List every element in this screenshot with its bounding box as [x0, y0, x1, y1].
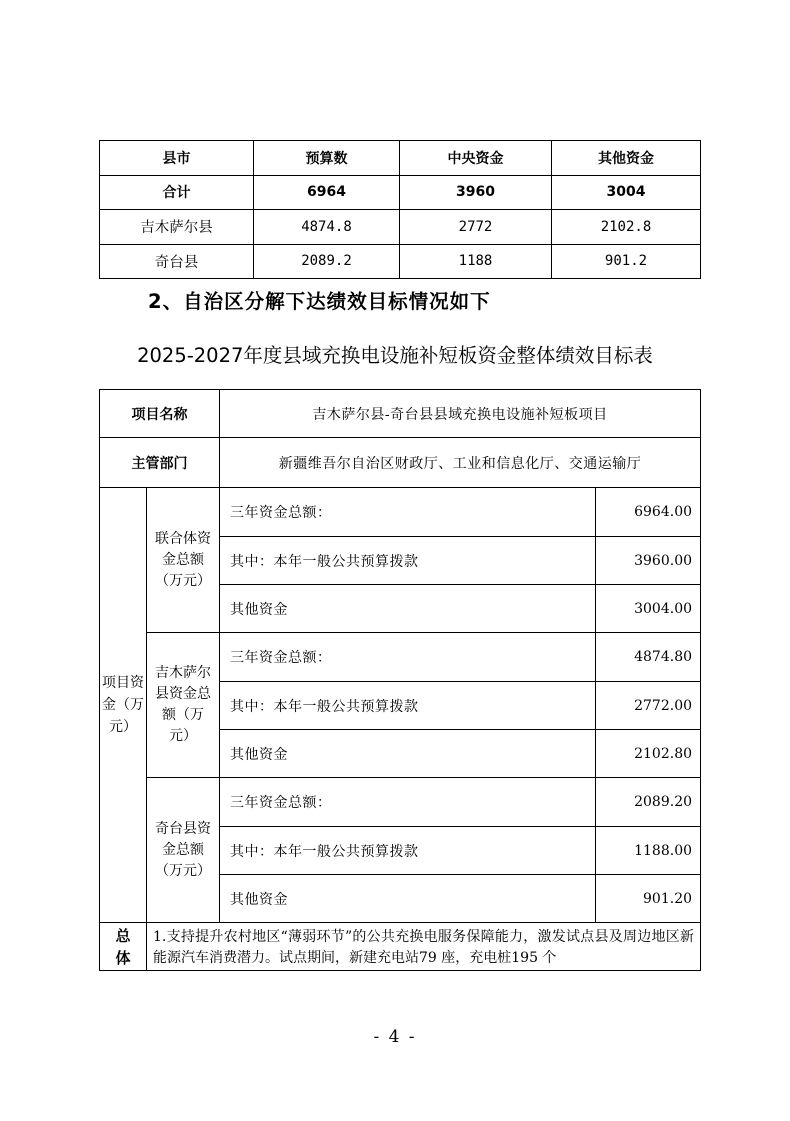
funds-row-label: 其中：本年一般公共预算拨款: [220, 827, 596, 875]
overall-target-row: [100, 923, 701, 971]
table-row: [100, 210, 701, 245]
funds-row-amount: 2772.00: [596, 682, 701, 730]
department-row: [100, 438, 701, 488]
group-label: 吉木萨尔县资金总额（万元）: [147, 633, 220, 778]
table-row: [100, 244, 701, 279]
funds-row-label: 其他资金: [220, 585, 596, 633]
project-funds-label: 项目资金（万元）: [100, 488, 147, 923]
funds-row-amount: 1188.00: [596, 827, 701, 875]
funds-row-amount: 6964.00: [596, 488, 701, 537]
central-value: 2772: [400, 210, 552, 245]
project-name-row: [100, 390, 701, 438]
budget-value: 2089.2: [254, 244, 400, 279]
funds-row-label: 其他资金: [220, 730, 596, 778]
department-value: 新疆维吾尔自治区财政厅、工业和信息化厅、交通运输厅: [220, 438, 701, 488]
section-heading: 2、自治区分解下达绩效目标情况如下: [148, 290, 491, 313]
funds-row-label: 三年资金总额：: [220, 633, 596, 682]
county-table-header: [100, 141, 701, 176]
total-label: 合计: [100, 175, 254, 210]
funds-row-label: 其中：本年一般公共预算拨款: [220, 537, 596, 585]
county-name: 吉木萨尔县: [100, 210, 254, 245]
other-value: 901.2: [552, 244, 701, 279]
funds-row-amount: 2102.80: [596, 730, 701, 778]
header-county: 县市: [100, 141, 254, 176]
funds-row-amount: 3960.00: [596, 537, 701, 585]
funds-row: [100, 488, 701, 537]
county-budget-table: [99, 140, 701, 279]
funds-row-amount: 2089.20: [596, 778, 701, 827]
group-label: 奇台县资金总额（万元）: [147, 778, 220, 923]
performance-target-table: [99, 389, 701, 971]
funds-row-label: 其中：本年一般公共预算拨款: [220, 682, 596, 730]
total-other: 3004: [552, 175, 701, 210]
header-central-funds: 中央资金: [400, 141, 552, 176]
budget-value: 4874.8: [254, 210, 400, 245]
total-row: [100, 175, 701, 210]
funds-row: [100, 633, 701, 682]
funds-row-label: 其他资金: [220, 875, 596, 923]
overall-label: 总体: [100, 923, 147, 971]
project-name-label: 项目名称: [100, 390, 220, 438]
funds-row-label: 三年资金总额：: [220, 778, 596, 827]
page-number: - 4 -: [373, 1027, 417, 1047]
total-budget: 6964: [254, 175, 400, 210]
overall-target-text: 1.支持提升农村地区“薄弱环节”的公共充换电服务保障能力，激发试点县及周边地区新能源汽车消费潜力。试点期间，新建充电站79 座，充电桩195 个: [147, 923, 701, 971]
group-label: 联合体资金总额（万元）: [147, 488, 220, 633]
funds-row-amount: 4874.80: [596, 633, 701, 682]
header-other-funds: 其他资金: [552, 141, 701, 176]
total-central: 3960: [400, 175, 552, 210]
funds-row-label: 三年资金总额：: [220, 488, 596, 537]
department-label: 主管部门: [100, 438, 220, 488]
table-title: 2025-2027年度县域充换电设施补短板资金整体绩效目标表: [137, 344, 653, 367]
header-budget: 预算数: [254, 141, 400, 176]
other-value: 2102.8: [552, 210, 701, 245]
funds-row-amount: 3004.00: [596, 585, 701, 633]
funds-row-amount: 901.20: [596, 875, 701, 923]
central-value: 1188: [400, 244, 552, 279]
project-name-value: 吉木萨尔县-奇台县县域充换电设施补短板项目: [220, 390, 701, 438]
funds-row: [100, 778, 701, 827]
county-name: 奇台县: [100, 244, 254, 279]
